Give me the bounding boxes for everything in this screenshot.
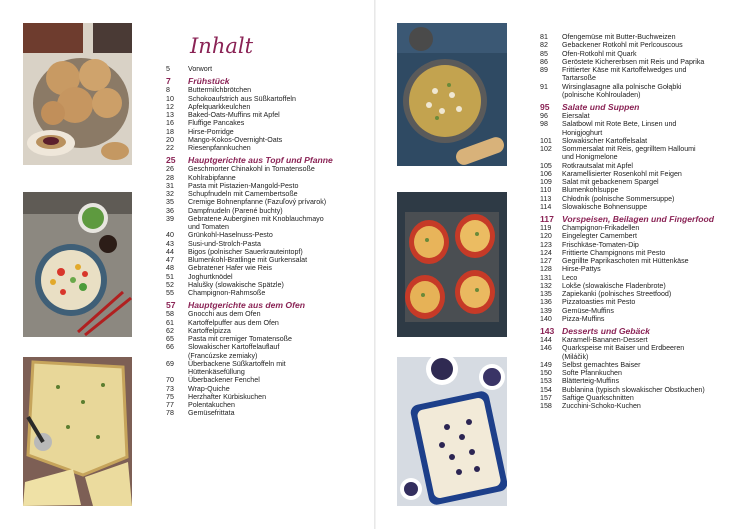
toc-entry [540,282,745,290]
toc-page-number: 82 [540,41,548,50]
toc-entry-title: Pasta mit cremiger Tomatensoße [188,335,292,343]
toc-entry-title: (Miláčik) [562,352,589,361]
toc-page-number: 69 [166,359,174,368]
toc-page-number: 98 [540,120,548,129]
toc-entry-title: Schupfnudeln mit Camembertsoße [188,190,298,198]
toc-page-number: 140 [540,314,552,323]
toc-page-number: 86 [540,57,548,66]
toc-page-number: 35 [166,198,174,207]
toc-entry-title: Überbackene Süßkartoffeln mit [188,359,286,368]
toc-entry [540,257,745,265]
toc-entry-title: Chłodnik (polnische Sommersuppe) [562,194,675,203]
toc-page-number: 26 [166,165,174,174]
toc-page-number: 47 [166,256,174,264]
toc-entry [166,376,356,384]
photo-potato-pizza [23,357,132,506]
toc-page-number: 7 [166,76,171,87]
toc-entry-title: Eingelegter Camembert [562,232,637,241]
toc-page-number: 149 [540,360,552,369]
toc-page-number: 32 [166,190,174,198]
toc-entry-title: Gebratene Auberginen mit Knoblauchmayo [188,214,324,223]
toc-page-number: 40 [166,231,174,240]
toc-page-number: 95 [540,102,550,112]
toc-page-number: 22 [166,144,174,152]
toc-page-number [540,153,562,161]
toc-page-number: 106 [540,169,552,178]
toc-page-number: 102 [540,145,552,153]
toc-entry [540,50,745,58]
photo-blueberry-cake [397,357,507,506]
toc-entry [540,170,745,178]
toc-entry [166,128,356,136]
toc-entry-title: Wrap-Quiche [188,384,230,393]
toc-entry-title: Dampfnudeln (Parené buchty) [188,206,283,215]
toc-entry [540,394,745,402]
toc-entry [540,186,745,194]
toc-entry [166,165,356,173]
toc-entry [166,273,356,281]
toc-page-number: 48 [166,264,174,273]
toc-entry-title: Salat mit gebackenem Spargel [562,178,659,186]
toc-page-number: 62 [166,326,174,335]
toc-entry [540,41,745,49]
toc-entry-title: Gemüse-Muffins [562,306,614,315]
toc-entry-title: Wirsinglasagne alla polnische Gołąbki [562,82,682,91]
toc-page-number: 39 [166,214,174,223]
toc-page-number: 157 [540,393,552,402]
toc-entry [166,111,356,119]
toc-page-number: 75 [166,392,174,401]
toc-page-number: 52 [166,280,174,289]
toc-entry-title: Hirse-Porridge [188,127,234,136]
toc-entry-title: Schokoaufstrich aus Süßkartoffeln [188,94,296,103]
toc-entry-title: Bigos (polnischer Sauerkrauteintopf) [188,247,303,256]
toc-entry-title: Bublanina (typisch slowakischer Obstkuchen) [562,385,705,394]
toc-entry-title: Kartoffelpizza [188,326,231,335]
toc-entry [166,65,356,73]
toc-page-number: 139 [540,306,552,315]
toc-entry-title: Geröstete Kichererbsen mit Reis und Paprika [562,57,705,66]
toc-page-number: 143 [540,326,555,336]
toc-page-number: 28 [166,173,174,182]
toc-entry-title: Leco [562,273,578,282]
toc-entry-title: Baked-Oats-Muffins mit Apfel [188,111,280,119]
toc-section-heading [166,76,356,86]
toc-entry [166,144,356,152]
toc-page-number [166,223,188,231]
toc-entry-continuation [540,153,745,161]
toc-entry-title: und Tomaten [188,223,229,231]
toc-entry-title: Gemüsefrittata [188,409,235,418]
toc-entry [166,360,356,368]
toc-entry-title: Saftige Quarkschnitten [562,393,634,402]
toc-page-number: 43 [166,239,174,248]
toc-page-number [540,74,562,82]
toc-entry [166,319,356,327]
toc-entry [166,136,356,144]
toc-entry-title: Salate und Suppen [562,102,640,112]
toc-entry-title: Herzhafter Kürbiskuchen [188,392,267,401]
toc-entry [540,112,745,120]
toc-entry-title: Gebackener Rotkohl mit Perlcouscous [562,41,683,50]
toc-entry [540,232,745,240]
toc-section-heading [166,155,356,165]
toc-section-heading [540,102,745,112]
toc-page-number: 10 [166,94,174,103]
toc-entry [166,393,356,401]
toc-page-number: 136 [540,298,552,307]
toc-entry-title: Rotkrautsalat mit Apfel [562,161,633,170]
toc-page-number: 144 [540,336,552,344]
toc-entry-continuation [540,129,745,137]
toc-entry-title: Vorspeisen, Beilagen und Fingerfood [562,214,714,224]
toc-page-number: 91 [540,82,548,91]
toc-entry [540,265,745,273]
toc-left-column [166,65,356,418]
toc-entry [540,369,745,377]
toc-page-number [166,352,188,360]
toc-entry-title: Halušky (slowakische Spätzle) [188,280,284,289]
toc-page-number: 58 [166,310,174,319]
toc-entry [166,385,356,393]
toc-entry-title: und Honigmelone [562,153,618,162]
toc-entry-title: Softe Pfannkuchen [562,369,622,377]
toc-entry-continuation [540,91,745,99]
toc-page-number: 36 [166,206,174,215]
toc-page-number: 20 [166,135,174,144]
toc-entry [540,137,745,145]
toc-page-number: 51 [166,272,174,281]
toc-entry-title: Hauptgerichte aus dem Ofen [188,300,305,311]
toc-entry [540,274,745,282]
toc-page-number: 78 [166,409,174,418]
toc-entry-title: Ofengemüse mit Butter-Buchweizen [562,33,676,41]
toc-page-number [540,353,562,361]
toc-entry [540,361,745,369]
toc-page-number: 123 [540,240,552,249]
toc-page-number: 44 [166,247,174,256]
toc-page-number: 96 [540,112,548,120]
toc-entry-title: Hauptgerichte aus Topf und Pfanne [188,155,333,166]
toc-entry-title: Gebratener Hafer wie Reis [188,264,272,273]
toc-entry-title: Blumenkohlsuppe [562,186,619,195]
toc-entry [540,249,745,257]
toc-entry [166,190,356,198]
photo-rice-bowl [23,192,132,337]
toc-page-number: 31 [166,181,174,190]
toc-page-number: 89 [540,66,548,74]
toc-entry-title: Susi-und-Strolch-Pasta [188,239,261,248]
page-title: Inhalt [190,34,254,58]
toc-entry-title: Honigjoghurt [562,128,603,137]
toc-entry [166,231,356,239]
toc-entry-title: Selbst gemachtes Baiser [562,360,641,369]
toc-entry-title: (Francúzske zemiaky) [188,351,258,360]
toc-page-number [166,368,188,376]
toc-entry-title: Grünkohl-Haselnuss-Pesto [188,231,273,240]
toc-entry [166,215,356,223]
toc-section-heading [540,326,745,336]
toc-entry-title: Frischkäse-Tomaten-Dip [562,240,639,249]
toc-entry-title: Hüttenkäsefüllung [188,368,245,376]
toc-entry [166,256,356,264]
toc-entry-title: Buttermilchbrötchen [188,86,252,95]
toc-entry-title: Slowakischer Kartoffelauflauf [188,343,280,352]
toc-entry-title: Joghurtknödel [188,272,233,281]
toc-entry-continuation [540,74,745,82]
toc-page-number: 131 [540,273,552,282]
toc-entry-title: Champignon-Rahmsoße [188,289,266,297]
toc-page-number: 77 [166,401,174,409]
toc-entry [540,344,745,352]
toc-entry [540,195,745,203]
toc-entry [540,33,745,41]
toc-entry [540,402,745,410]
toc-page-number: 101 [540,136,552,145]
toc-entry [540,66,745,74]
toc-entry [166,119,356,127]
photo-stuffed-peppers [397,192,507,337]
toc-entry-continuation [166,223,356,231]
toc-page-number: 85 [540,49,548,58]
toc-entry [540,83,745,91]
toc-entry-title: Salatbowl mit Rote Bete, Linsen und [562,120,677,129]
toc-section-heading [540,214,745,224]
toc-entry [166,103,356,111]
toc-entry [166,182,356,190]
toc-page-number [540,91,562,99]
toc-page-number: 66 [166,343,174,352]
toc-entry [166,409,356,417]
toc-entry-title: Slowakischer Kartoffelsalat [562,136,648,145]
toc-entry-title: Karamell-Bananen-Dessert [562,336,648,344]
toc-page-number: 18 [166,127,174,136]
toc-page-number: 16 [166,119,174,128]
toc-entry [540,298,745,306]
toc-entry [166,240,356,248]
toc-entry [166,264,356,272]
toc-page-number: 119 [540,224,552,232]
toc-entry [540,162,745,170]
toc-entry [166,343,356,351]
toc-entry [540,178,745,186]
toc-page-number: 124 [540,248,552,257]
toc-page-number: 117 [540,214,554,224]
toc-page-number: 81 [540,33,548,41]
toc-page-number: 105 [540,161,552,170]
toc-page-number: 120 [540,232,552,241]
toc-entry [540,58,745,66]
toc-entry [166,95,356,103]
toc-entry [540,241,745,249]
toc-entry-title: Lokše (slowakische Fladenbrote) [562,281,666,290]
toc-page-number: 73 [166,384,174,393]
toc-entry-title: Frittierter Käse mit Kartoffelwedges und [562,66,687,74]
toc-entry-title: Tartarsoße [562,74,596,83]
toc-entry-title: Ofen-Rotkohl mit Quark [562,49,637,58]
toc-entry-title: Apfelquarkkeulchen [188,102,251,111]
toc-entry [166,174,356,182]
toc-page-number: 65 [166,335,174,343]
toc-entry-title: Slowakische Bohnensuppe [562,202,648,211]
toc-entry-title: Frittierte Champignons mit Pesto [562,248,666,257]
toc-entry-title: Pizza-Muffins [562,314,605,323]
toc-entry-title: Überbackener Fenchel [188,376,260,385]
toc-page-number: 110 [540,186,552,195]
toc-entry [166,289,356,297]
toc-entry-title: Eiersalat [562,112,590,120]
toc-entry [540,315,745,323]
toc-entry-title: Sommersalat mit Reis, gegrilltem Halloumi [562,145,696,153]
toc-entry [540,120,745,128]
toc-entry [540,145,745,153]
toc-entry-title: Zapiekanki (polnisches Streetfood) [562,290,672,298]
toc-entry [540,203,745,211]
toc-page-number: 55 [166,289,174,297]
toc-entry [166,401,356,409]
toc-entry-title: (polnische Kohlrouladen) [562,90,641,99]
toc-entry-continuation [166,352,356,360]
toc-section-heading [166,300,356,310]
toc-page-number: 25 [166,155,176,166]
toc-entry-title: Polentakuchen [188,401,235,409]
toc-entry [166,310,356,318]
toc-entry [540,224,745,232]
page-gutter [374,0,376,529]
toc-right-column [540,33,745,410]
toc-page-number: 5 [166,65,170,73]
toc-page-number: 132 [540,281,552,290]
toc-entry-title: Karamellisierter Rosenkohl mit Feigen [562,169,682,178]
toc-entry-title: Zucchini-Schoko-Kuchen [562,402,641,410]
toc-page-number: 128 [540,265,552,274]
toc-entry [166,335,356,343]
toc-page-number: 154 [540,385,552,394]
toc-entry-title: Gnocchi aus dem Ofen [188,310,261,319]
toc-entry-title: Kohlrabipfanne [188,173,236,182]
toc-entry-title: Gegrillte Paprikaschoten mit Hüttenkäse [562,257,689,265]
toc-page-number: 12 [166,102,174,111]
toc-page-number: 114 [540,202,552,211]
toc-entry-title: Riesenpfannkuchen [188,144,251,152]
photo-bean-soup [397,23,507,166]
toc-entry-title: Blätterteig-Muffins [562,377,620,386]
toc-entry-title: Blumenkohl-Bratlinge mit Gurkensalat [188,256,308,264]
toc-entry-continuation [540,353,745,361]
toc-entry-title: Pasta mit Pistazien-Mangold-Pesto [188,181,299,190]
toc-entry-title: Geschmorter Chinakohl in Tomatensoße [188,165,315,174]
photo-bread-rolls [23,23,132,165]
toc-entry [166,198,356,206]
toc-entry [166,281,356,289]
toc-entry [540,307,745,315]
toc-page-number: 70 [166,376,174,385]
toc-page-number: 57 [166,300,176,311]
toc-entry [540,336,745,344]
toc-page-number: 135 [540,290,552,298]
toc-page-number: 153 [540,377,552,386]
toc-entry [166,248,356,256]
toc-entry-title: Mango-Kokos-Overnight-Oats [188,135,283,144]
toc-page-number: 127 [540,257,552,265]
toc-page-number: 109 [540,178,552,186]
toc-page-number: 61 [166,318,174,327]
toc-entry-title: Desserts und Gebäck [562,326,650,336]
toc-entry-title: Vorwort [188,65,213,73]
toc-entry-title: Frühstück [188,76,230,87]
toc-entry-title: Fluffige Pancakes [188,119,245,128]
toc-entry-title: Kartoffelpuffer aus dem Ofen [188,318,279,327]
toc-entry-title: Champignon-Frikadellen [562,224,640,232]
toc-entry [540,386,745,394]
toc-entry [166,86,356,94]
toc-entry [540,290,745,298]
toc-page-number: 113 [540,194,552,203]
toc-page-number: 8 [166,86,170,95]
toc-page-number: 13 [166,111,174,119]
toc-entry [540,377,745,385]
toc-entry [166,207,356,215]
toc-entry-title: Cremige Bohnenpfanne (Fazuľový prívarok) [188,198,327,207]
toc-entry-title: Pizzatoasties mit Pesto [562,298,636,307]
toc-page-number: 146 [540,344,552,353]
toc-page-number: 150 [540,369,552,377]
toc-entry [166,327,356,335]
toc-entry-title: Hirse-Pattys [562,265,601,274]
toc-page-number: 158 [540,402,552,410]
toc-entry-continuation [166,368,356,376]
toc-entry-title: Quarkspeise mit Baiser und Erdbeeren [562,344,685,353]
toc-page-number [540,129,562,137]
